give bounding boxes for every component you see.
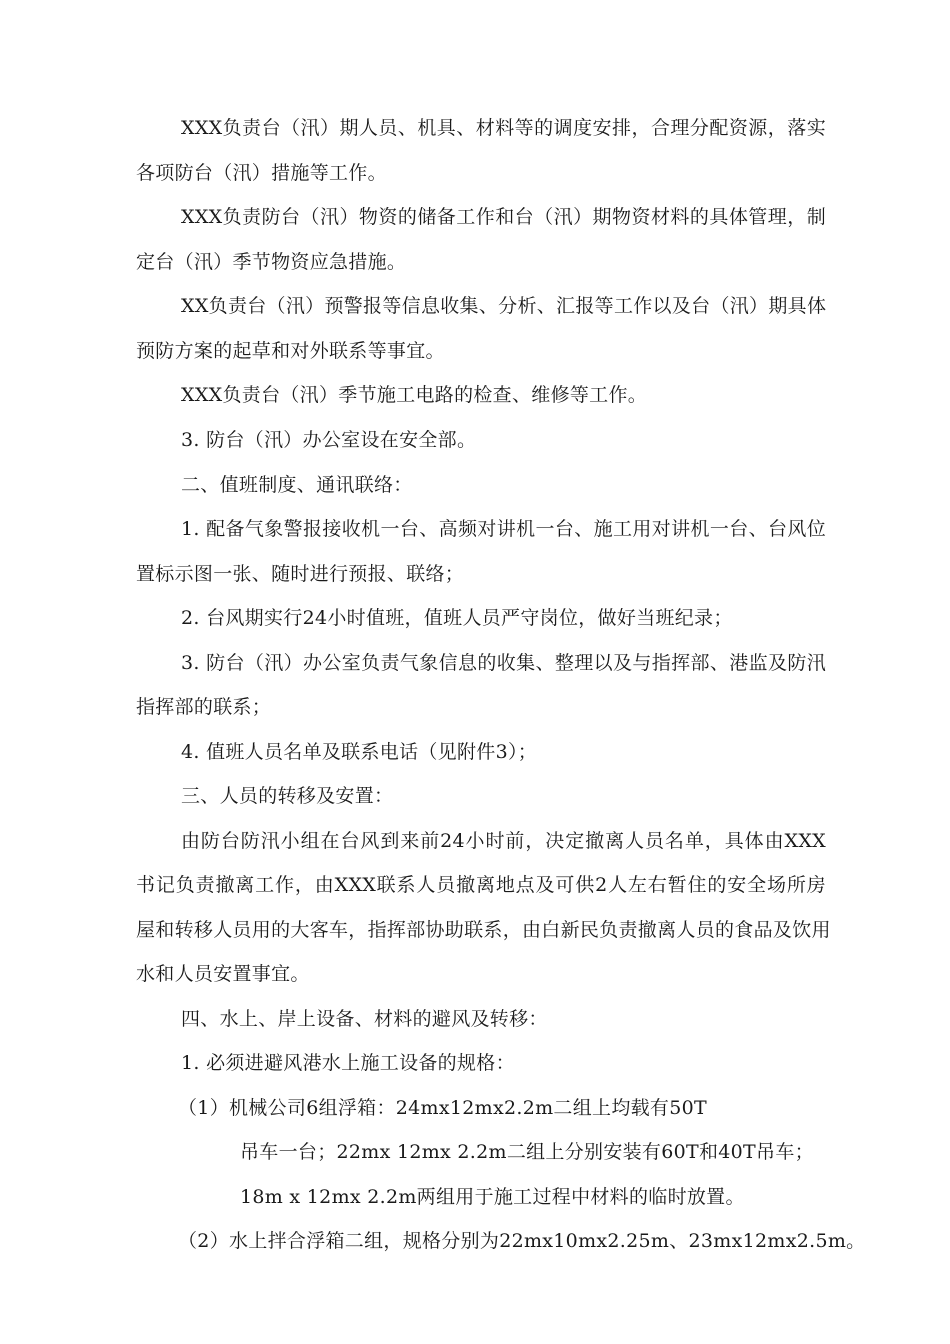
section-heading: 四、水上、岸上设备、材料的避风及转移： xyxy=(181,1008,548,1030)
list-item-continuation: 18m x 12mx 2.2m两组用于施工过程中材料的临时放置。 xyxy=(240,1186,745,1208)
paragraph-line: 4. 值班人员名单及联系电话（见附件3）； xyxy=(181,741,538,763)
paragraph-line: XX负责台（汛）预警报等信息收集、分析、汇报等工作以及台（汛）期具体 xyxy=(181,295,827,317)
paragraph-line: 1. 必须进避风港水上施工设备的规格： xyxy=(181,1052,515,1074)
paragraph-line: 指挥部的联系； xyxy=(136,696,272,718)
paragraph-line: 各项防台（汛）措施等工作。 xyxy=(136,162,387,184)
paragraph-line: 由防台防汛小组在台风到来前24小时前，决定撤离人员名单，具体由XXX xyxy=(181,830,826,852)
paragraph-line: 水和人员安置事宜。 xyxy=(136,963,310,985)
paragraph-line: 预防方案的起草和对外联系等事宜。 xyxy=(136,340,445,362)
list-item: （2）水上拌合浮箱二组，规格分别为22mx10mx2.25m、23mx12mx2.5m。 xyxy=(178,1230,866,1252)
list-item-continuation: 吊车一台；22mx 12mx 2.2m二组上分别安装有60T和40T吊车； xyxy=(240,1141,814,1163)
paragraph-line: 屋和转移人员用的大客车，指挥部协助联系，由白新民负责撤离人员的食品及饮用 xyxy=(136,919,831,941)
paragraph-line: 1. 配备气象警报接收机一台、高频对讲机一台、施工用对讲机一台、台风位 xyxy=(181,518,826,540)
paragraph-line: 置标示图一张、随时进行预报、联络； xyxy=(136,563,465,585)
paragraph-line: XXX负责台（汛）季节施工电路的检查、维修等工作。 xyxy=(181,384,648,406)
paragraph-line: 3. 防台（汛）办公室设在安全部。 xyxy=(181,429,477,451)
paragraph-line: XXX负责防台（汛）物资的储备工作和台（汛）期物资材料的具体管理，制 xyxy=(181,206,826,228)
paragraph-line: 定台（汛）季节物资应急措施。 xyxy=(136,251,407,273)
paragraph-line: 2. 台风期实行24小时值班，值班人员严守岗位，做好当班纪录； xyxy=(181,607,733,629)
section-heading: 三、人员的转移及安置： xyxy=(181,785,394,807)
section-heading: 二、值班制度、通讯联络： xyxy=(181,474,413,496)
paragraph-line: 3. 防台（汛）办公室负责气象信息的收集、整理以及与指挥部、港监及防汛 xyxy=(181,652,826,674)
paragraph-line: XXX负责台（汛）期人员、机具、材料等的调度安排，合理分配资源，落实 xyxy=(181,117,826,139)
list-item: （1）机械公司6组浮箱：24mx12mx2.2m二组上均载有50T xyxy=(178,1097,707,1119)
paragraph-line: 书记负责撤离工作，由XXX联系人员撤离地点及可供2人左右暂住的安全场所房 xyxy=(136,874,826,896)
